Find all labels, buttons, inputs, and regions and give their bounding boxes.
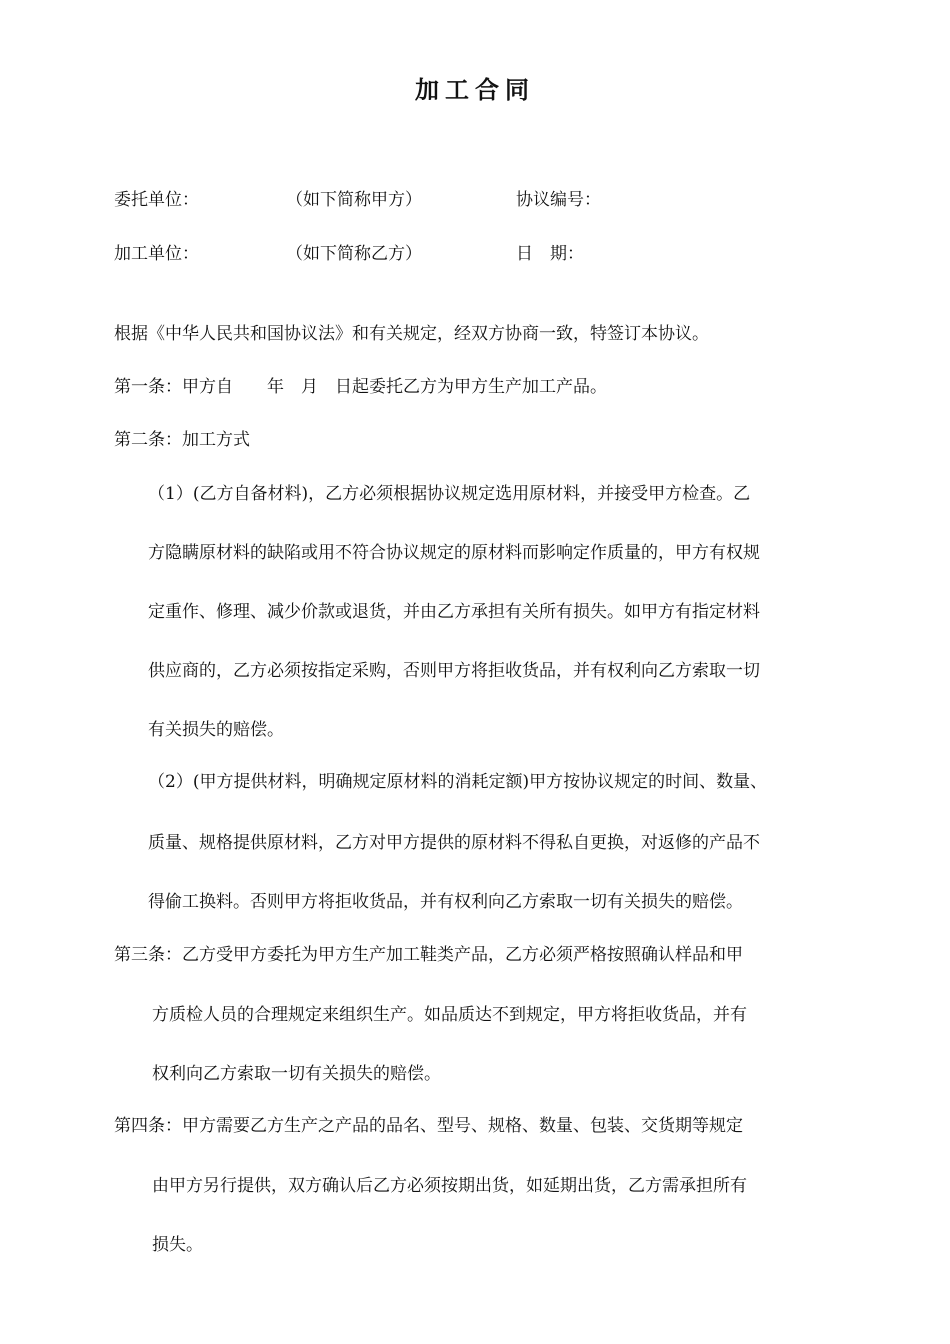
document-title: 加工合同 bbox=[415, 75, 535, 104]
preamble: 根据《中华人民共和国协议法》和有关规定，经双方协商一致，特签订本协议。 bbox=[114, 324, 709, 344]
article-3-line: 权利向乙方索取一切有关损失的赔偿。 bbox=[152, 1064, 441, 1084]
article-2-item-1-line: 有关损失的赔偿。 bbox=[148, 720, 284, 740]
party-a-abbreviation: （如下简称甲方） bbox=[286, 190, 422, 210]
article-4-line: 损失。 bbox=[152, 1235, 203, 1255]
article-2-item-1-line: （1）(乙方自备材料)，乙方必须根据协议规定选用原材料，并接受甲方检查。乙 bbox=[148, 484, 751, 504]
article-2-item-1-line: 供应商的，乙方必须按指定采购，否则甲方将拒收货品，并有权利向乙方索取一切 bbox=[148, 661, 760, 681]
article-3-line: 方质检人员的合理规定来组织生产。如品质达不到规定，甲方将拒收货品，并有 bbox=[152, 1005, 747, 1025]
processing-party-label: 加工单位： bbox=[114, 244, 199, 264]
agreement-number-label: 协议编号： bbox=[516, 190, 601, 210]
article-2-item-2-line: （2）(甲方提供材料，明确规定原材料的消耗定额)甲方按协议规定的时间、数量、 bbox=[148, 772, 768, 792]
article-2-item-1-line: 定重作、修理、减少价款或退货，并由乙方承担有关所有损失。如甲方有指定材料 bbox=[148, 602, 760, 622]
entrusting-party-label: 委托单位： bbox=[114, 190, 199, 210]
article-2-item-1-line: 方隐瞒原材料的缺陷或用不符合协议规定的原材料而影响定作质量的，甲方有权规 bbox=[148, 543, 760, 563]
article-4-line: 第四条：甲方需要乙方生产之产品的品名、型号、规格、数量、包装、交货期等规定 bbox=[114, 1116, 743, 1136]
date-label: 日 期： bbox=[516, 244, 584, 264]
article-1: 第一条：甲方自 年 月 日起委托乙方为甲方生产加工产品。 bbox=[114, 377, 607, 397]
article-2-heading: 第二条：加工方式 bbox=[114, 430, 250, 450]
article-2-item-2-line: 质量、规格提供原材料，乙方对甲方提供的原材料不得私自更换，对返修的产品不 bbox=[148, 833, 760, 853]
article-2-item-2-line: 得偷工换料。否则甲方将拒收货品，并有权利向乙方索取一切有关损失的赔偿。 bbox=[148, 892, 743, 912]
party-b-abbreviation: （如下简称乙方） bbox=[286, 244, 422, 264]
article-4-line: 由甲方另行提供，双方确认后乙方必须按期出货，如延期出货，乙方需承担所有 bbox=[152, 1176, 747, 1196]
article-3-line: 第三条：乙方受甲方委托为甲方生产加工鞋类产品，乙方必须严格按照确认样品和甲 bbox=[114, 945, 743, 965]
